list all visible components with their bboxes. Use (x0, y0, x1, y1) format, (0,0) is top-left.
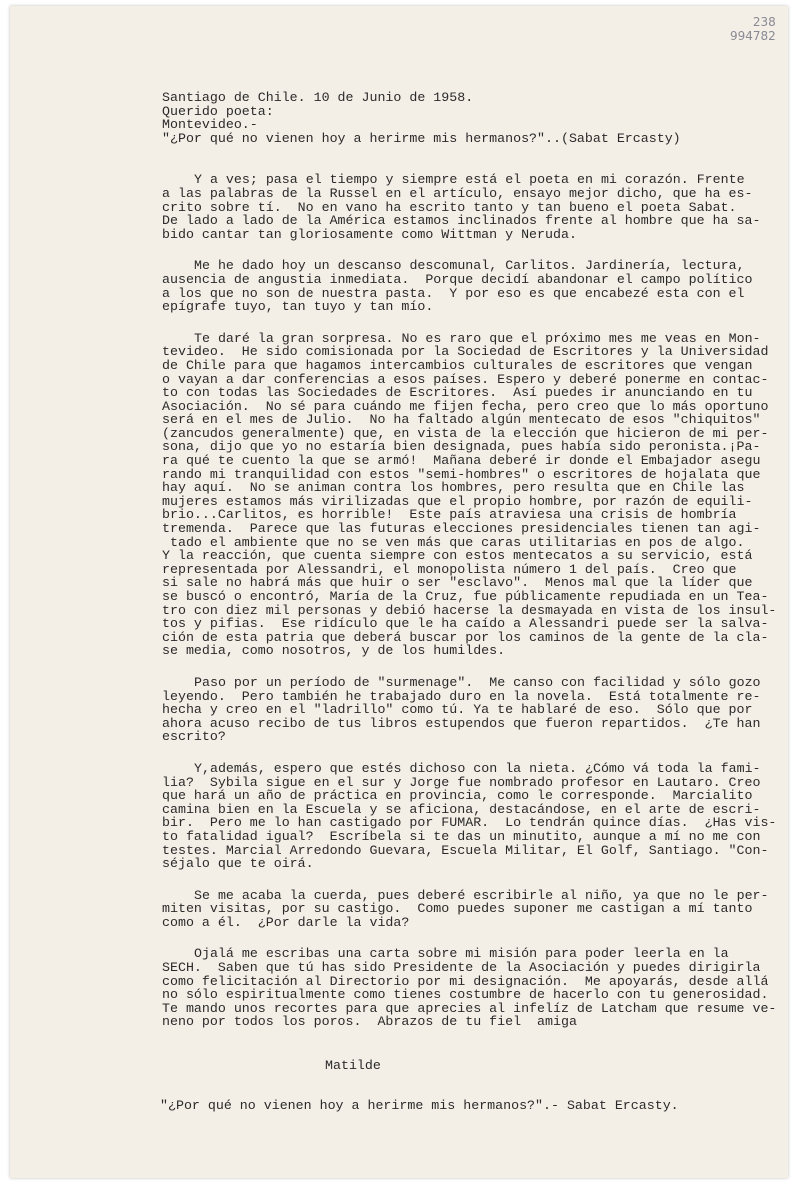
text-line: de Chile para que hagamos intercambios culturales de escritores que vengan (162, 357, 753, 373)
text-line: ahora acuso recibo de tus libros estupendos que fueron repartidos. ¿Te han (162, 715, 761, 731)
text-line: Y,además, espero que estés dichoso con la nieta. ¿Cómo vá toda la fami- (194, 760, 761, 776)
text-line: to con todas las Sociedades de Escritores. Así puedes ir anunciando en tu (162, 385, 753, 401)
paragraph-5 (162, 762, 792, 871)
text-line: tremenda. Parece que las futuras elecciones presidenciales tienen tan agi- (162, 521, 761, 537)
paragraph-2 (162, 259, 792, 313)
paragraph-6 (162, 889, 792, 930)
text-line: bido cantar tan gloriosamente como Wittman y Neruda. (162, 226, 577, 242)
text-line: Paso por un período de "surmenage". Me canso con facilidad y sólo gozo (194, 674, 761, 690)
letter-header (162, 91, 792, 145)
archive-number: 238 (752, 15, 776, 29)
text-line: como felicitación al Directorio por mi designación. Me apoyarás, desde allá (162, 973, 769, 989)
text-line: tado el ambiente que no se ven más que caras utilitarias en pos de algo. (162, 534, 745, 550)
archive-code: 994782 (730, 29, 776, 43)
text-line: Me he dado hoy un descanso descomunal, Carlitos. Jardinería, lectura, (194, 258, 745, 274)
text-line: camina bien en la Escuela y se aficiona, destacándose, en el arte de escri- (162, 801, 761, 817)
text-line: SECH. Saben que tú has sido Presidente de la Asociación y puedes dirigirla (162, 960, 761, 976)
text-line: brio...Carlitos, es horrible! Este país atraviesa una crisis de hombría (162, 507, 737, 523)
text-line: mujeres estamos más virilizadas que el propio hombre, por razón de equili- (162, 493, 753, 509)
text-line: escrito? (162, 729, 226, 745)
text-line: Asociación. No sé para cuándo me fijen fecha, pero creo que lo más oportuno (162, 398, 769, 414)
text-line: si sale no habrá más que huir o ser "esclavo". Menos mal que la líder que (162, 575, 753, 591)
letter-body (162, 91, 792, 1112)
text-line: crito sobre tí. No en vano ha escrito tanto y tan bueno el poeta Sabat. (162, 199, 737, 215)
text-line: Y la reacción, que cuenta siempre con estos mentecatos a su servicio, está (162, 548, 753, 564)
text-line: leyendo. Pero también he trabajado duro en la novela. Está totalmente re- (162, 688, 761, 704)
text-line: ra qué te cuento la que se armó! Mañana deberé ir donde el Embajador asegu (162, 453, 761, 469)
text-line: séjalo que te oirá. (162, 856, 314, 872)
text-line: ción de esta patria que deberá buscar por los caminos de la gente de la cla- (162, 629, 769, 645)
epigraph: "¿Por qué no vienen hoy a herirme mis hermanos?"..(Sabat Ercasty) (162, 130, 681, 146)
text-line: hecha y creo en el "ladrillo" como tú. Ya te hablaré de eso. Sólo que por (162, 702, 753, 718)
date-line: Santiago de Chile. 10 de Junio de 1958. (162, 90, 474, 105)
text-line: miten visitas, por su castigo. Como puedes suponer me castigan a mí tanto (162, 901, 753, 917)
text-line: neno por todos los poros. Abrazos de tu fiel amiga (162, 1014, 577, 1030)
text-line: hay aquí. No se animan contra los hombres, pero resulta que en Chile las (162, 480, 745, 496)
text-line: rando mi tranquilidad con estos "semi-hombres" o escritores de hojalata que (162, 466, 761, 482)
text-line: tevideo. He sido comisionada por la Sociedad de Escritores y la Universidad (162, 344, 769, 360)
archive-marks (730, 15, 776, 43)
text-line: Te mando unos recortes para que aprecies al infelíz de Latcham que resume ve- (162, 1000, 777, 1016)
text-line: tos y pifias. Ese ridículo que le ha caído a Alessandri puede ser la salva- (162, 616, 769, 632)
text-line: a las palabras de la Russel en el artículo, ensayo mejor dicho, que ha es- (162, 185, 753, 201)
text-line: representada por Alessandri, el monopolista número 1 del país. Creo que (162, 561, 737, 577)
text-line: Ojalá me escribas una carta sobre mi misión para poder leerla en la (194, 946, 729, 962)
signature: Matilde (325, 1058, 381, 1074)
salutation: Querido poeta: (162, 103, 274, 119)
text-line: que hará un año de práctica en provincia, como le corresponde. Marcialito (162, 788, 753, 804)
text-line: no sólo espiritualmente como tienes costumbre de hacerlo con tu generosidad. (162, 987, 769, 1003)
text-line: Y a ves; pasa el tiempo y siempre está el poeta en mi corazón. Frente (194, 172, 745, 188)
text-line: ausencia de angustia inmediata. Porque decidí abandonar el campo político (162, 271, 753, 287)
text-line: epígrafe tuyo, tan tuyo y tan mío. (162, 299, 434, 315)
closing-quote: "¿Por qué no vienen hoy a herirme mis hermanos?".- Sabat Ercasty. (160, 1097, 679, 1113)
paragraph-3 (162, 332, 792, 658)
text-line: como a él. ¿Por darle la vida? (162, 914, 410, 930)
text-line: De lado a lado de la América estamos inclinados frente al hombre que ha sa- (162, 213, 761, 229)
paragraph-7 (162, 947, 792, 1029)
place-line: Montevideo.- (162, 117, 258, 133)
text-line: será en el mes de Julio. No ha faltado algún mentecato de esos "chiquitos" (162, 412, 761, 428)
text-line: testes. Marcial Arredondo Guevara, Escuela Militar, El Golf, Santiago. "Con- (162, 842, 769, 858)
text-line: bir. Pero me lo han castigado por FUMAR. Lo tendrán quince días. ¿Has vis- (162, 815, 777, 831)
paragraph-4 (162, 676, 792, 744)
text-line: (zancudos generalmente) que, en vista de la elección que hicieron de mi per- (162, 425, 769, 441)
text-line: to fatalidad igual? Escríbela si te das un minutito, aunque a mí no me con (162, 828, 761, 844)
text-line: se buscó o encontró, María de la Cruz, fue públicamente repudiada en un Tea- (162, 589, 769, 604)
paragraph-1 (162, 173, 792, 241)
text-line: Te daré la gran sorpresa. No es raro que el próximo mes me veas en Mon- (194, 330, 761, 346)
text-line: tro con diez mil personas y debió hacerse la desmayada en vista de los insul- (162, 602, 777, 618)
text-line: sona, dijo que yo no estaría bien designada, pues había sido peronista.¡Pa- (162, 439, 761, 455)
text-line: lia? Sybila sigue en el sur y Jorge fue nombrado profesor en Lautaro. Creo (162, 774, 761, 790)
text-line: o vayan a dar conferencias a esos países. Espero y deberé ponerme en contac- (162, 371, 769, 387)
text-line: se media, como nosotros, y de los humildes. (162, 643, 506, 659)
text-line: Se me acaba la cuerda, pues deberé escribirle al niño, ya que no le per- (194, 887, 769, 903)
text-line: a los que no son de nuestra pasta. Y por eso es que encabezé esta con el (162, 285, 745, 301)
